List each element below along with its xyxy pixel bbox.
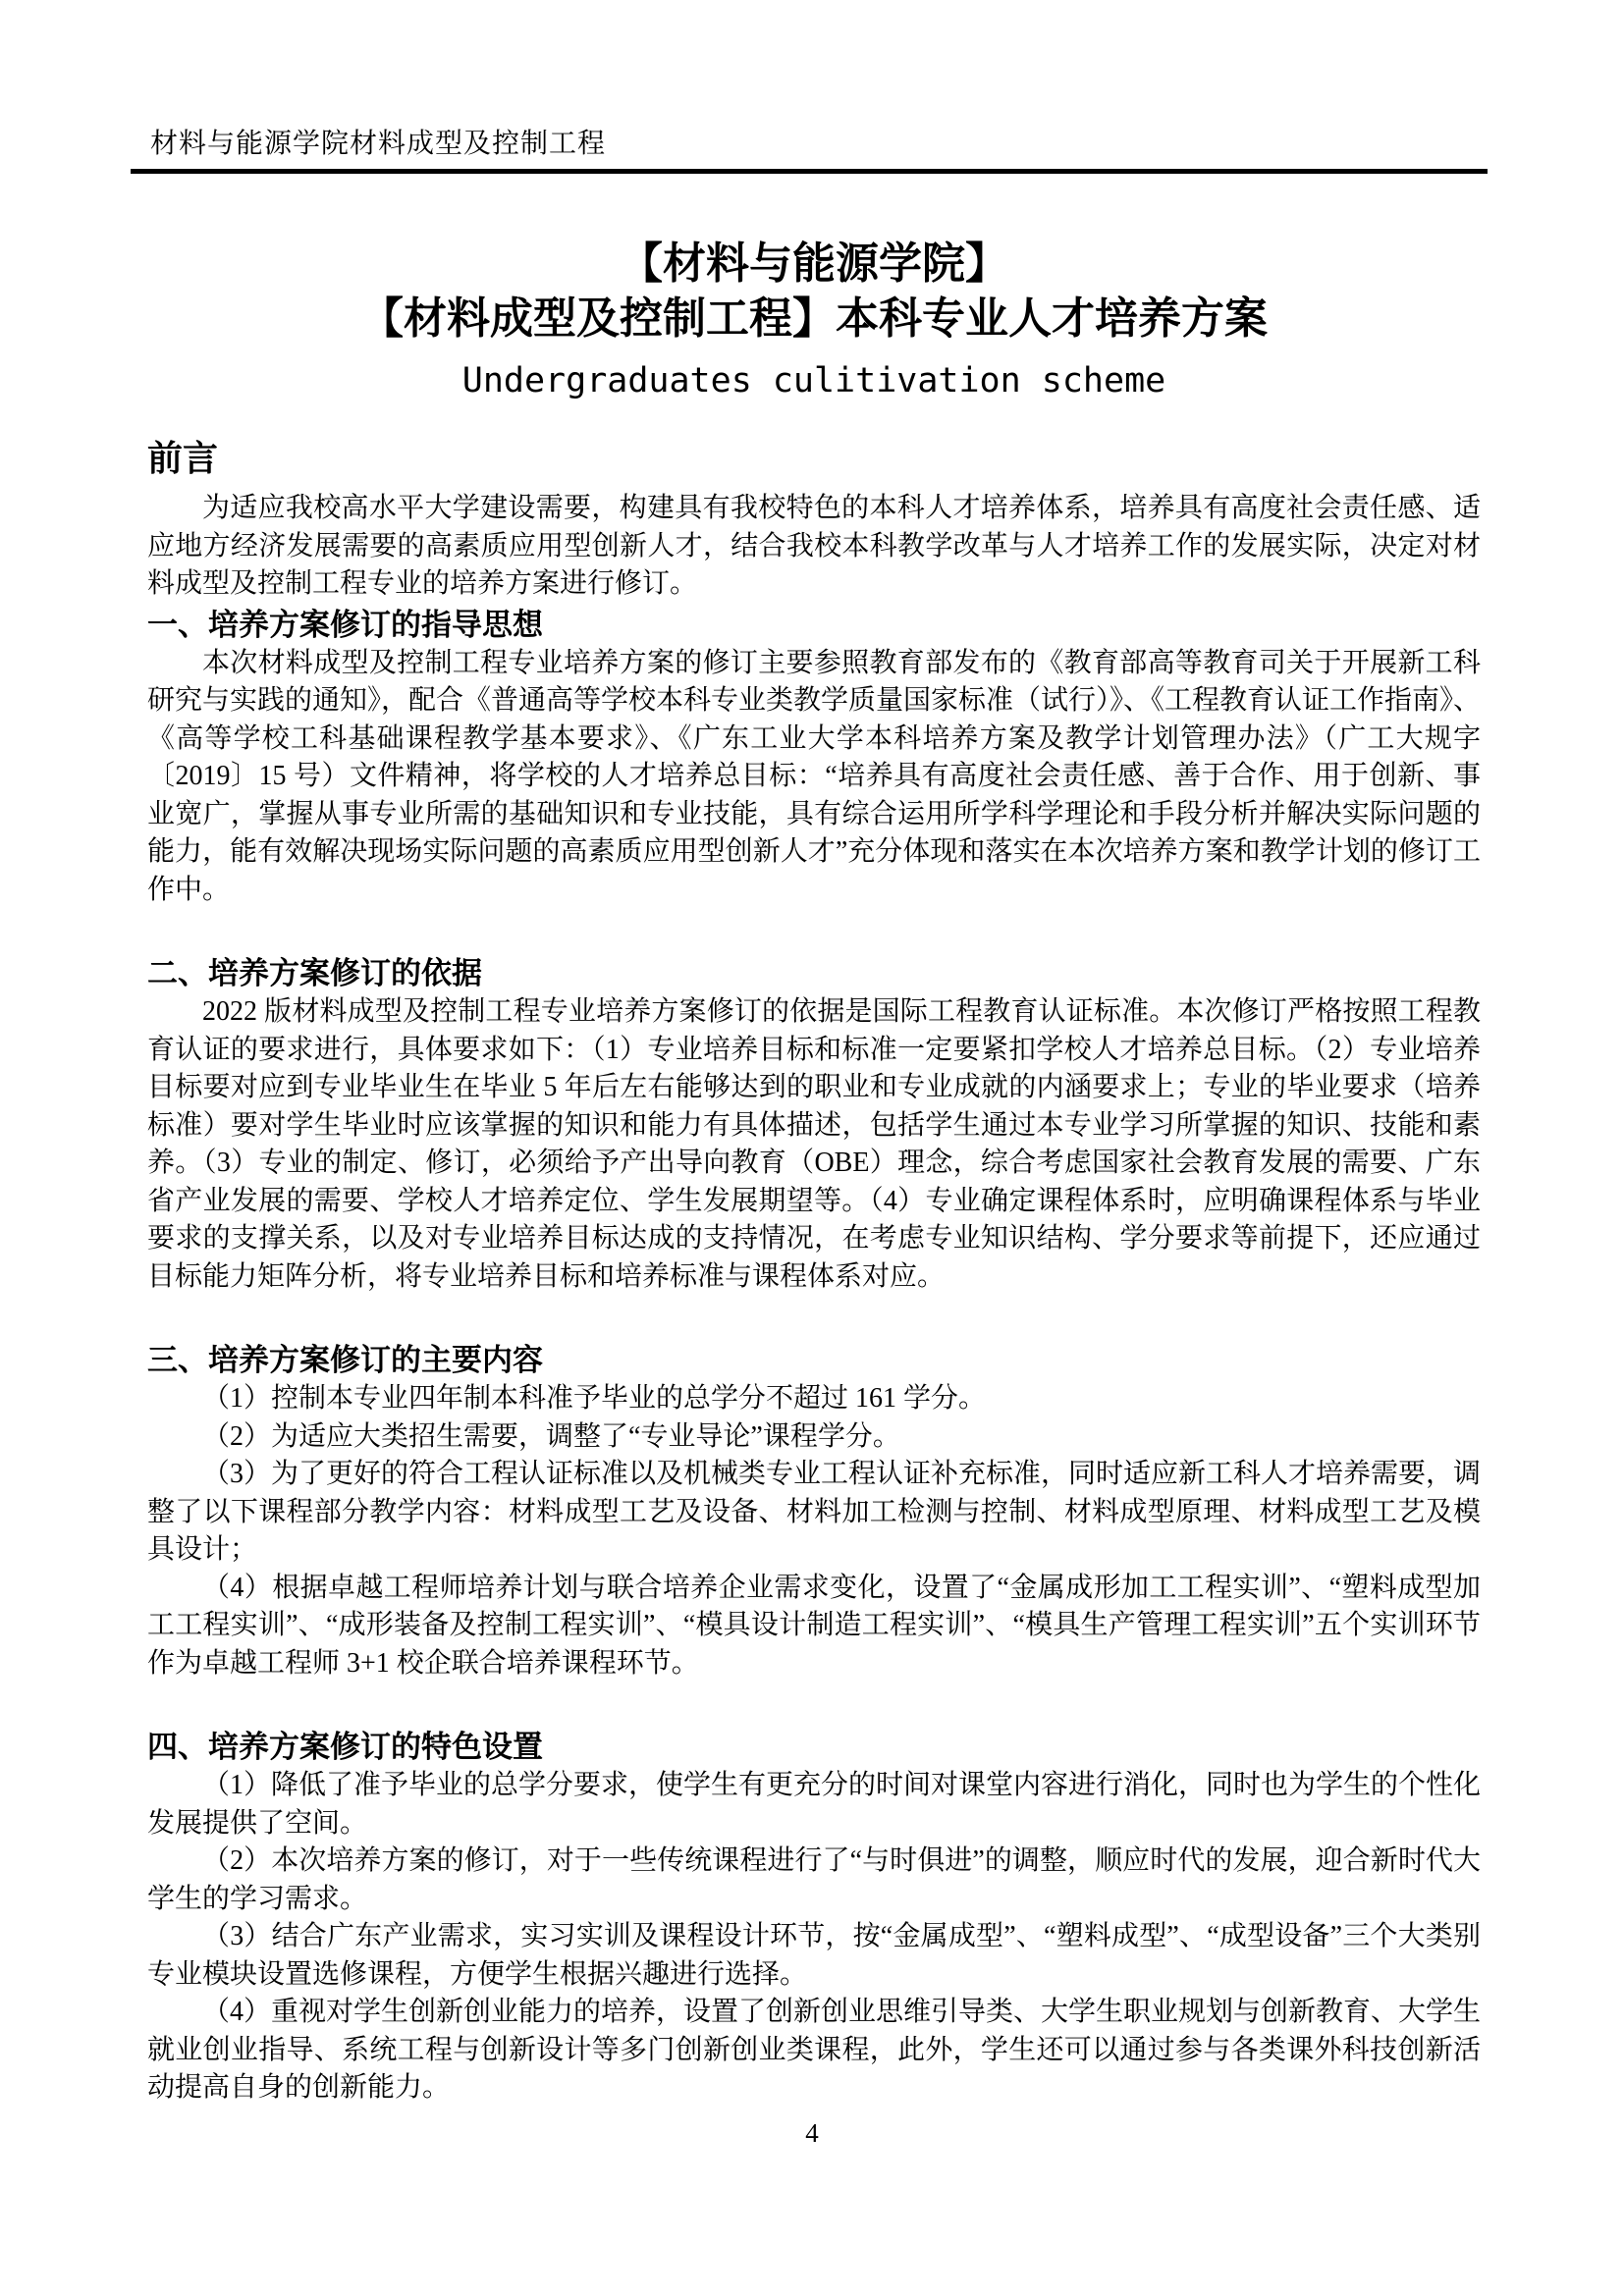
- document-body: [147, 174, 1481, 2108]
- page-number: 4: [805, 2118, 819, 2148]
- section-3-item-1: （1）控制本专业四年制本科准予毕业的总学分不超过 161 学分。: [202, 1383, 987, 1414]
- section-4-item-1: （1）降低了准予毕业的总学分要求，使学生有更充分的时间对课堂内容进行消化，同时也为学生的个性化发展提供了空间。: [147, 1770, 1482, 1839]
- section-2-heading: 二、培养方案修订的依据: [147, 956, 482, 990]
- title-college: 【材料与能源学院】: [620, 240, 1008, 288]
- section-1-heading: 一、培养方案修订的指导思想: [147, 607, 543, 642]
- section-2-paragraph: 2022 版材料成型及控制工程专业培养方案修订的依据是国际工程教育认证标准。本次修订严格按照工程教育认证的要求进行，具体要求如下：（1）专业培养目标和标准一定要紧扣学校人才培养总目标。（2）专业培养目标要对应到专业毕业生在毕业 5 年后左右能够达到的职业和专业成就的内涵要求上；专业的毕业要求（培养标准）要对学生毕业时应该掌握的知识和能力有具体描述，包括学生通过本专业学习所掌握的知识、技能和素养。（3）专业的制定、修订，必须给予产出导向教育（OBE）理念，综合考虑国家社会教育发展的需要、广东省产业发展的需要、学校人才培养定位、学生发展期望等。（4）专业确定课程体系时，应明确课程体系与毕业要求的支撑关系，以及对专业培养目标达成的支持情况，在考虑专业知识结构、学分要求等前提下，还应通过目标能力矩阵分析，将专业培养目标和培养标准与课程体系对应。: [147, 996, 1481, 1292]
- section-1-paragraph: 本次材料成型及控制工程专业培养方案的修订主要参照教育部发布的《教育部高等教育司关于开展新工科研究与实践的通知》，配合《普通高等学校本科专业类教学质量国家标准（试行）》、《工程教育认证工作指南》、《高等学校工科基础课程教学基本要求》、《广东工业大学本科培养方案及教学计划管理办法》（广工大规字〔2019〕15 号）文件精神，将学校的人才培养总目标：“培养具有高度社会责任感、善于合作、用于创新、事业宽广，掌握从事专业所需的基础知识和专业技能，具有综合运用所学科学理论和手段分析并解决实际问题的能力，能有效解决现场实际问题的高素质应用型创新人才”充分体现和落实在本次培养方案和教学计划的修订工作中。: [147, 647, 1482, 905]
- running-header: 材料与能源学院材料成型及控制工程: [150, 129, 607, 159]
- title-english-subtitle: Undergraduates culitivation scheme: [461, 361, 1166, 400]
- section-4-item-3: （3）结合广东产业需求，实习实训及课程设计环节，按“金属成型”、“塑料成型”、“成型设备”三个大类别专业模块设置选修课程，方便学生根据兴趣进行选择。: [147, 1921, 1481, 1990]
- title-program: 【材料成型及控制工程】本科专业人才培养方案: [360, 294, 1268, 343]
- section-3-heading: 三、培养方案修订的主要内容: [147, 1343, 543, 1377]
- section-3-item-2: （2）为适应大类招生需要，调整了“专业导论”课程学分。: [202, 1420, 900, 1452]
- section-3-item-3: （3）为了更好的符合工程认证标准以及机械类专业工程认证补充标准，同时适应新工科人才培养需要，调整了以下课程部分教学内容：材料成型工艺及设备、材料加工检测与控制、材料成型原理、材料成型工艺及模具设计；: [147, 1459, 1482, 1565]
- section-3-item-4: （4）根据卓越工程师培养计划与联合培养企业需求变化，设置了“金属成形加工工程实训”、“塑料成型加工工程实训”、“成形装备及控制工程实训”、“模具设计制造工程实训”、“模具生产管理工程实训”五个实训环节作为卓越工程师 3+1 校企联合培养课程环节。: [147, 1572, 1481, 1679]
- preface-heading: 前言: [147, 438, 219, 478]
- section-4-item-4: （4）重视对学生创新创业能力的培养，设置了创新创业思维引导类、大学生职业规划与创新教育、大学生就业创业指导、系统工程与创新设计等多门创新创业类课程，此外，学生还可以通过参与各类课外科技创新活动提高自身的创新能力。: [147, 1997, 1482, 2103]
- section-4-item-2: （2）本次培养方案的修订，对于一些传统课程进行了“与时俱进”的调整，顺应时代的发展，迎合新时代大学生的学习需求。: [147, 1845, 1481, 1914]
- preface-paragraph: 为适应我校高水平大学建设需要，构建具有我校特色的本科人才培养体系，培养具有高度社会责任感、适应地方经济发展需要的高素质应用型创新人才，结合我校本科教学改革与人才培养工作的发展实际，决定对材料成型及控制工程专业的培养方案进行修订。: [147, 493, 1481, 599]
- section-4-heading: 四、培养方案修订的特色设置: [147, 1730, 543, 1764]
